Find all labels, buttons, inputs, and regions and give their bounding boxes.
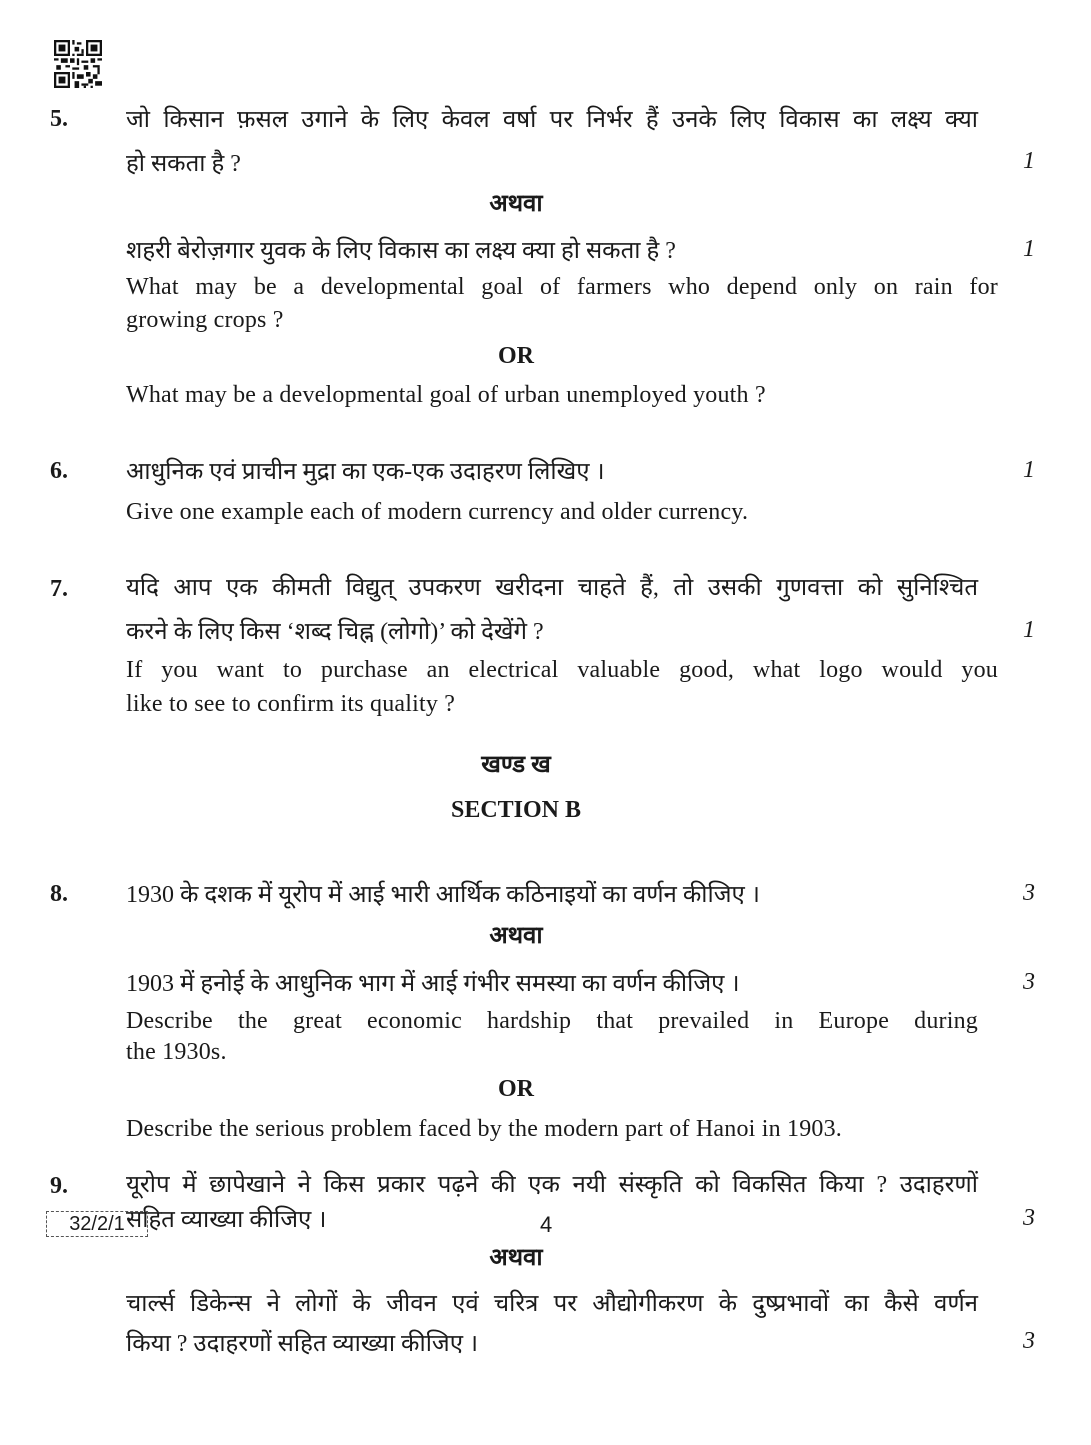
question-6-marks: 1 bbox=[1023, 457, 1035, 483]
question-8-marks: 3 bbox=[1023, 880, 1035, 906]
question-9-hindi-line-1: यूरोप में छापेखाने ने किस प्रकार पढ़ने की एक नयी संस्कृति को विकसित किया ? उदाहरणों bbox=[126, 1172, 978, 1198]
question-5-or-hindi: अथवा bbox=[489, 191, 543, 217]
question-6-english: Give one example each of modern currency and older currency. bbox=[126, 499, 749, 525]
question-5-marks: 1 bbox=[1023, 148, 1035, 174]
question-8-number: 8. bbox=[50, 881, 68, 907]
question-6-number: 6. bbox=[50, 458, 68, 484]
question-9-hindi-line-2: सहित व्याख्या कीजिए । bbox=[126, 1207, 327, 1233]
question-9-or-hindi: अथवा bbox=[489, 1245, 543, 1271]
question-7-marks: 1 bbox=[1023, 617, 1035, 643]
question-8-alt-hindi: 1903 में हनोई के आधुनिक भाग में आई गंभीर समस्या का वर्णन कीजिए । bbox=[126, 971, 740, 997]
section-heading-hindi: खण्ड ख bbox=[481, 752, 551, 778]
question-5-hindi-line-2: हो सकता है ? bbox=[126, 151, 241, 177]
question-9-alt-line-2: किया ? उदाहरणों सहित व्याख्या कीजिए । bbox=[126, 1331, 479, 1357]
question-7-number: 7. bbox=[50, 576, 68, 602]
qr-code-icon bbox=[54, 40, 102, 88]
question-5-english-line-1: What may be a developmental goal of farmers who depend only on rain for bbox=[126, 274, 998, 300]
question-9-alt-line-1: चार्ल्स डिकेन्स ने लोगों के जीवन एवं चरित्र पर औद्योगीकरण के दुष्प्रभावों का कैसे वर्णन bbox=[126, 1291, 978, 1317]
question-5-english-line-2: growing crops ? bbox=[126, 307, 284, 333]
question-8-or-english: OR bbox=[498, 1076, 534, 1102]
question-7-hindi-line-2: करने के लिए किस ‘शब्द चिह्न (लोगो)’ को देखेंगे ? bbox=[126, 619, 544, 645]
question-8-english-line-1: Describe the great economic hardship that prevailed in Europe during bbox=[126, 1008, 978, 1034]
question-9-marks: 3 bbox=[1023, 1205, 1035, 1231]
section-heading-english: SECTION B bbox=[450, 797, 582, 823]
question-8-hindi: 1930 के दशक में यूरोप में आई भारी आर्थिक कठिनाइयों का वर्णन कीजिए । bbox=[126, 882, 760, 908]
question-7-english-line-1: If you want to purchase an electrical valuable good, what logo would you bbox=[126, 657, 998, 683]
question-5-alt-marks: 1 bbox=[1023, 236, 1035, 262]
question-5-hindi-line-1: जो किसान फ़सल उगाने के लिए केवल वर्षा पर निर्भर हैं उनके लिए विकास का लक्ष्य क्या bbox=[126, 107, 978, 133]
question-6-hindi: आधुनिक एवं प्राचीन मुद्रा का एक-एक उदाहरण लिखिए । bbox=[126, 459, 605, 485]
question-8-alt-marks: 3 bbox=[1023, 969, 1035, 995]
question-8-alt-english: Describe the serious problem faced by the modern part of Hanoi in 1903. bbox=[126, 1116, 842, 1142]
paper-code: 32/2/1 bbox=[46, 1211, 148, 1237]
question-8-or-hindi: अथवा bbox=[489, 923, 543, 949]
question-9-alt-marks: 3 bbox=[1023, 1328, 1035, 1354]
question-5-alt-hindi: शहरी बेरोज़गार युवक के लिए विकास का लक्ष्य क्या हो सकता है ? bbox=[126, 238, 676, 264]
question-8-english-line-2: the 1930s. bbox=[126, 1039, 227, 1065]
question-5-alt-english: What may be a developmental goal of urban unemployed youth ? bbox=[126, 382, 766, 408]
question-5-or-english: OR bbox=[498, 343, 534, 369]
page-number: 4 bbox=[540, 1212, 553, 1237]
question-7-hindi-line-1: यदि आप एक कीमती विद्युत् उपकरण खरीदना चाहते हैं, तो उसकी गुणवत्ता को सुनिश्चित bbox=[126, 575, 978, 601]
question-5-number: 5. bbox=[50, 106, 68, 132]
question-9-number: 9. bbox=[50, 1173, 68, 1199]
question-7-english-line-2: like to see to confirm its quality ? bbox=[126, 691, 456, 717]
